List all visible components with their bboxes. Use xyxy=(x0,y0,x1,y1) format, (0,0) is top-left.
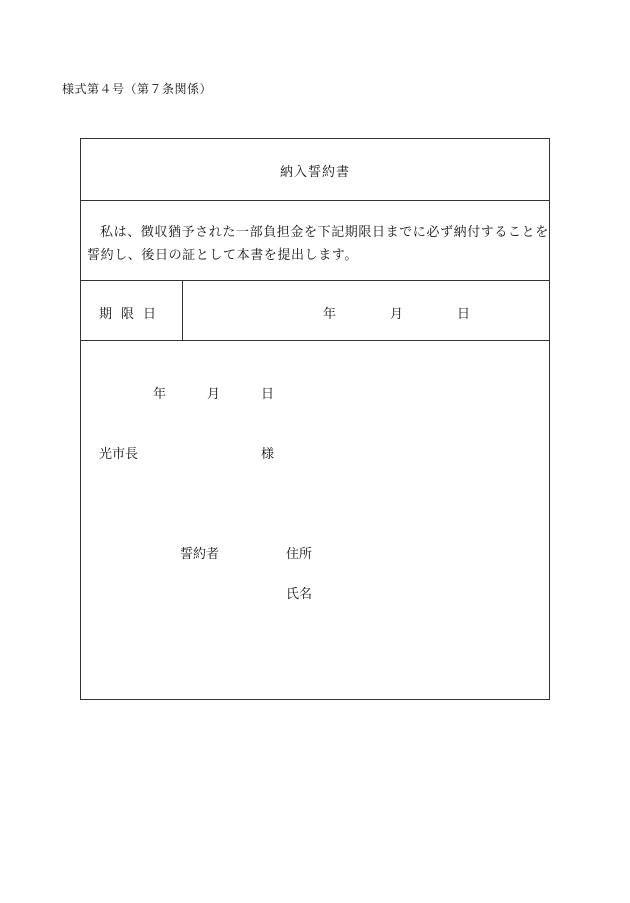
pledge-row xyxy=(81,201,549,281)
date-day-field[interactable]: 日 xyxy=(261,387,275,402)
deadline-row xyxy=(81,281,549,341)
title-row xyxy=(81,139,549,201)
pledger-label: 誓約者 xyxy=(180,547,220,562)
document-title: 納入誓約書 xyxy=(279,165,350,180)
date-month-field[interactable]: 月 xyxy=(207,387,221,402)
addressee-honorific: 様 xyxy=(261,447,275,462)
pledge-form xyxy=(80,138,550,700)
date-year-field[interactable]: 年 xyxy=(153,387,167,402)
signature-section xyxy=(81,341,549,699)
deadline-label-cell xyxy=(81,281,183,340)
addressee-name: 光市長 xyxy=(99,447,139,462)
pledge-text-line-1: 私は、徴収猶予された一部負担金を下記期限日までに必ず納付することを xyxy=(100,225,549,240)
deadline-label: 期限日 xyxy=(99,307,166,322)
deadline-year-field[interactable]: 年 xyxy=(323,307,337,322)
form-number: 様式第４号（第７条関係） xyxy=(62,82,213,96)
deadline-day-field[interactable]: 日 xyxy=(457,307,471,322)
pledger-address-field[interactable]: 住所 xyxy=(286,547,313,562)
pledger-name-field[interactable]: 氏名 xyxy=(286,587,313,602)
deadline-month-field[interactable]: 月 xyxy=(390,307,404,322)
pledge-text-line-2: 誓約し、後日の証として本書を提出します。 xyxy=(87,248,358,263)
